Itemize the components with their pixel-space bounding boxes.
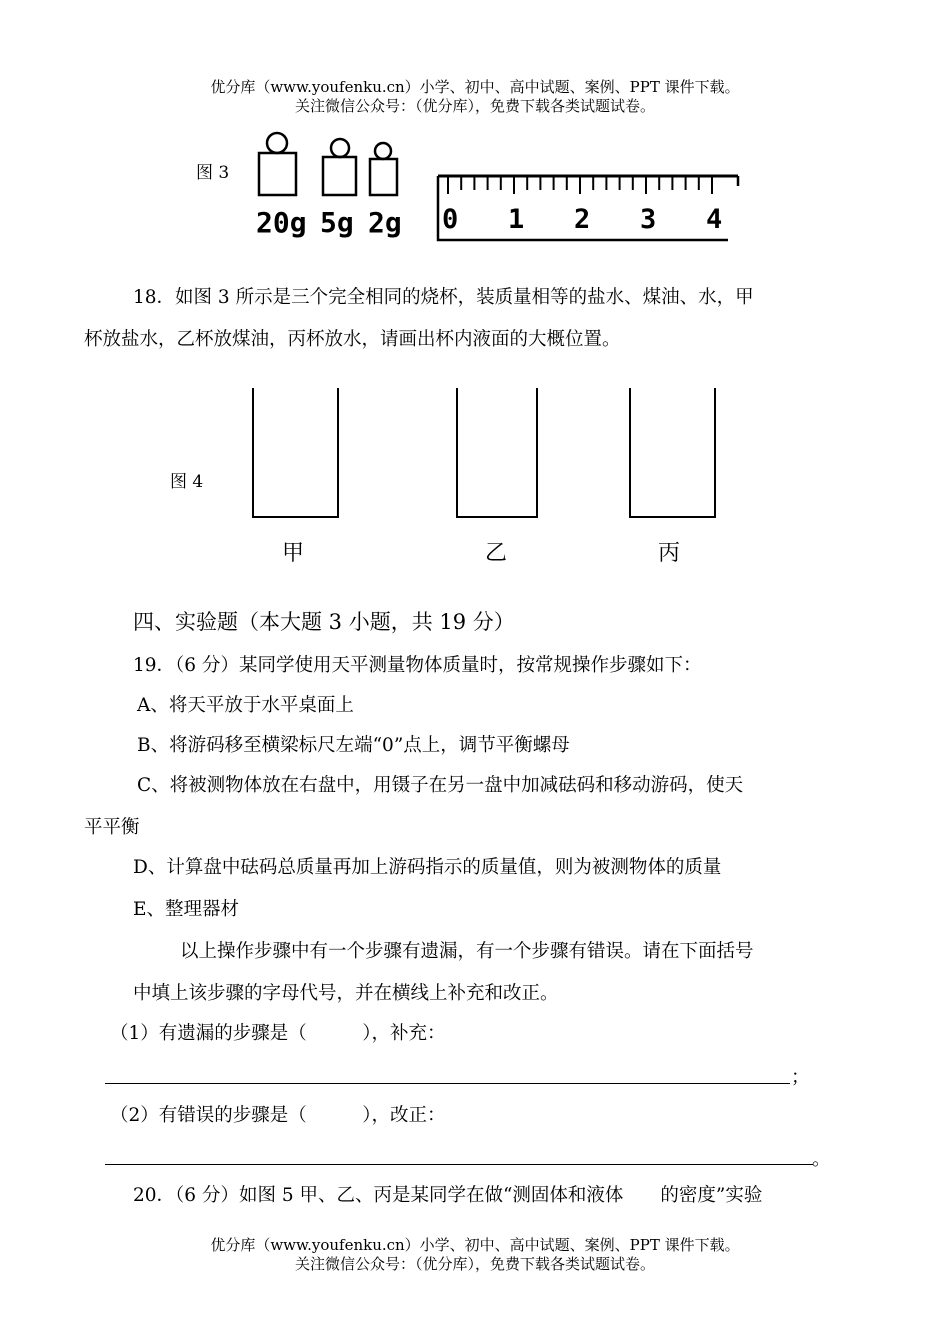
figure-4-label: 图 4 [170, 472, 204, 492]
ruler-scale [432, 172, 742, 247]
weight-5g-label: 5g [320, 206, 354, 239]
weight-20g-body [259, 153, 296, 195]
weight-5g-knob [331, 139, 349, 157]
weight-2g-body [370, 159, 397, 195]
q19-part-2: （2）有错误的步骤是（ ），改正： [110, 1105, 446, 1126]
q18-line-2: 杯放盐水，乙杯放煤油，丙杯放水，请画出杯内液面的大概位置。 [84, 329, 621, 350]
header-line-1: 优分库（www.youfenku.cn）小学、初中、高中试题、案例、PPT 课件下载。 [210, 78, 740, 96]
q19-step-c-line-1: C、将被测物体放在右盘中，用镊子在另一盘中加减砝码和移动游码，使天 [137, 775, 744, 796]
q19-step-c-line-2: 平平衡 [84, 817, 140, 838]
ruler-label-2: 2 [574, 204, 591, 235]
q19-part-1-answer-line[interactable] [105, 1083, 790, 1084]
beaker-jia-label: 甲 [282, 541, 305, 566]
ruler-label-1: 1 [508, 204, 525, 235]
weight-20g-knob [267, 133, 287, 153]
q19-step-d: D、计算盘中砝码总质量再加上游码指示的质量值，则为被测物体的质量 [133, 857, 722, 878]
header-line-2: 关注微信公众号：（优分库），免费下载各类试题试卷。 [294, 97, 655, 115]
footer-line-1: 优分库（www.youfenku.cn）小学、初中、高中试题、案例、PPT 课件下载。 [210, 1236, 740, 1254]
ruler-label-0: 0 [442, 204, 459, 235]
beaker-yi [457, 388, 537, 517]
figure-3-label: 图 3 [196, 163, 230, 183]
beaker-bing-label: 丙 [658, 541, 681, 566]
q19-instruction-line-2: 中填上该步骤的字母代号，并在横线上补充和改正。 [133, 983, 559, 1004]
footer-line-2: 关注微信公众号：（优分库），免费下载各类试题试卷。 [294, 1255, 655, 1273]
q19-step-a: A、将天平放于水平桌面上 [137, 695, 354, 716]
q20-line-1: 20．（6 分）如图 5 甲、乙、丙是某同学在做“测固体和液体 的密度”实验 [133, 1185, 763, 1206]
beaker-jia [253, 388, 338, 517]
q19-part-1: （1）有遗漏的步骤是（ ），补充： [110, 1023, 446, 1044]
weights-figure [250, 128, 420, 240]
ruler-label-4: 4 [706, 204, 723, 235]
ruler-label-3: 3 [640, 204, 657, 235]
beaker-bing [630, 388, 715, 517]
q19-part-2-answer-line[interactable] [105, 1164, 813, 1165]
q19-part-2-end: 。 [812, 1149, 831, 1170]
q19-stem: 19．（6 分）某同学使用天平测量物体质量时，按常规操作步骤如下： [133, 655, 702, 676]
q19-step-e: E、整理器材 [133, 899, 240, 920]
q18-line-1: 18．如图 3 所示是三个完全相同的烧杯，装质量相等的盐水、煤油、水，甲 [133, 287, 754, 308]
section-4-title: 四、实验题（本大题 3 小题，共 19 分） [133, 610, 515, 634]
weight-2g-label: 2g [368, 206, 402, 239]
beaker-yi-label: 乙 [485, 541, 508, 566]
beakers-figure [240, 385, 730, 525]
q19-part-1-end: ； [791, 1067, 810, 1088]
weight-2g-knob [375, 143, 391, 159]
q19-step-b: B、将游码移至横梁标尺左端“0”点上，调节平衡螺母 [137, 735, 570, 756]
weight-20g-label: 20g [256, 206, 307, 239]
weight-5g-body [323, 157, 356, 195]
q19-instruction-line-1: 以上操作步骤中有一个步骤有遗漏，有一个步骤有错误。请在下面括号 [180, 941, 754, 962]
